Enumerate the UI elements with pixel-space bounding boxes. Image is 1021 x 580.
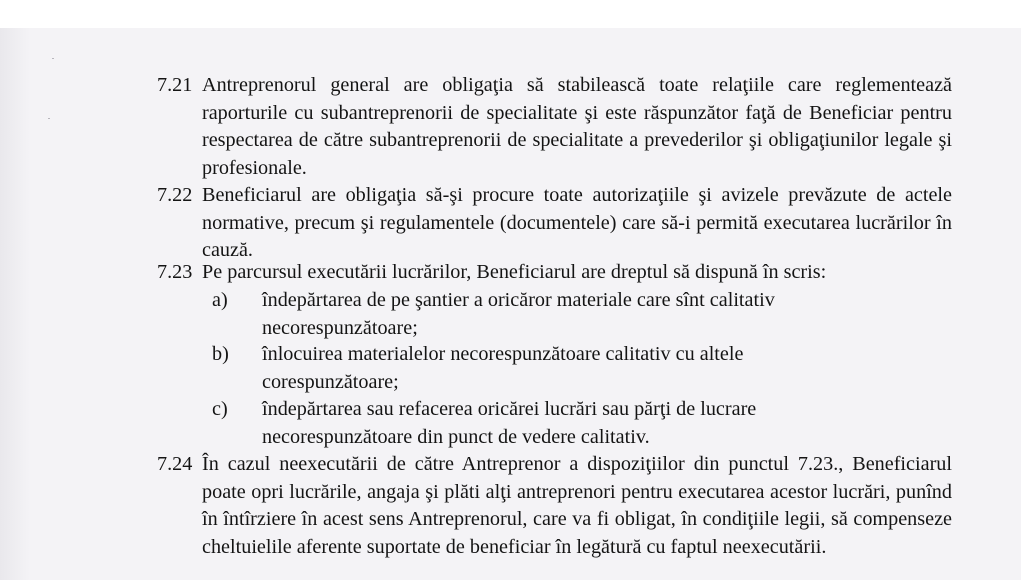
- list-item-text: înlocuirea materialelor necorespunzătoare calitativ cu altele corespunzătoare;: [262, 343, 744, 393]
- clause-7-22: [157, 182, 952, 265]
- clause-number: 7.23: [157, 261, 193, 283]
- list-item-text: îndepărtarea de pe şantier a oricăror materiale care sînt calitativ necorespunzătoare;: [262, 289, 775, 339]
- list-item-label: c): [212, 398, 228, 420]
- list-item-b: [212, 341, 862, 396]
- clause-7-23: [157, 259, 952, 287]
- clause-number: 7.22: [157, 184, 193, 206]
- list-item-c: [212, 396, 862, 451]
- clause-text: Antreprenorul general are obligaţia să stabilească toate relaţiile care reglementează raporturile cu subantreprenorii de specialitate şi este răspunzător faţă de Beneficiar pentru respectarea de către subantreprenorii de specialitate a prevederilor şi obligaţiunilor legale şi profesionale.: [202, 74, 952, 179]
- clause-number: 7.24: [157, 453, 193, 475]
- clause-7-21: [157, 72, 952, 182]
- clause-text: În cazul neexecutării de către Antreprenor a dispoziţiilor din punctul 7.23., Beneficiarul poate opri lucrările, angaja şi plăti alţi antreprenori pentru executarea acestor lucrări, punînd în întîrziere în acest sens Antreprenorul, care va fi obligat, în condiţiile legii, să compenseze cheltuielile aferente suportate de beneficiar în legătură cu faptul neexecutării.: [202, 453, 952, 558]
- clause-text: Pe parcursul executării lucrărilor, Beneficiarul are dreptul să dispună în scris:: [202, 261, 827, 283]
- list-item-label: a): [212, 289, 228, 311]
- clause-text: Beneficiarul are obligaţia să-şi procure toate autorizaţiile şi avizele prevăzute de actele normative, precum şi regulamentele (documentele) care să-i permită executarea lucrărilor în cauză.: [202, 184, 952, 261]
- clause-7-24: [157, 451, 952, 561]
- list-item-text: îndepărtarea sau refacerea oricărei lucrări sau părţi de lucrare necorespunzătoare din punct de vedere calitativ.: [262, 398, 757, 448]
- list-item-a: [212, 287, 862, 342]
- clause-number: 7.21: [157, 74, 193, 96]
- list-item-label: b): [212, 343, 229, 365]
